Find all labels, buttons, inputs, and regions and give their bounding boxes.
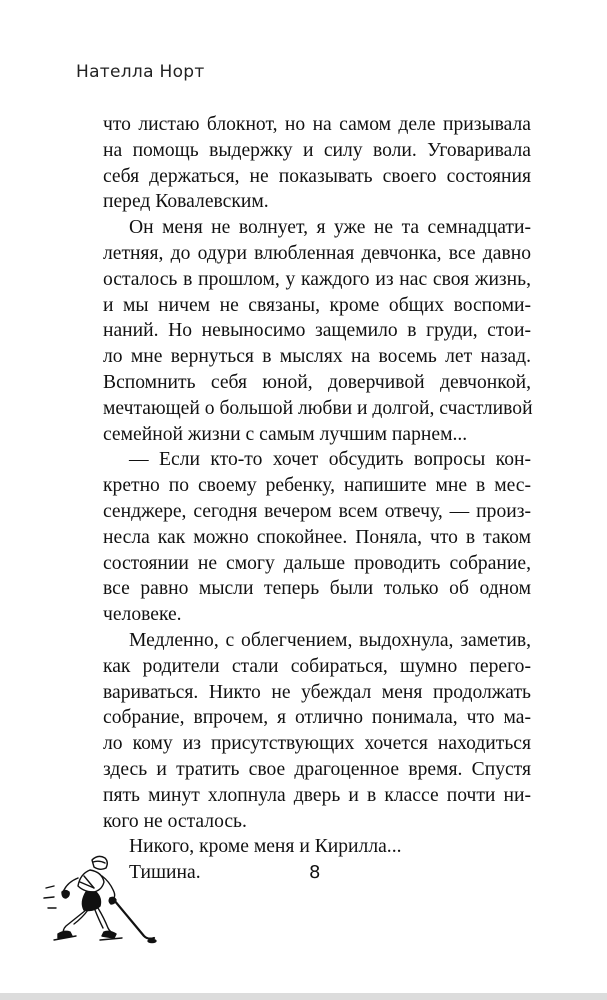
- text-line: летняя, до одури влюбленная девчонка, все давно: [103, 242, 531, 264]
- text-line: кретно по своему ребенку, напишите мне в мес-: [103, 475, 531, 497]
- text-line: как родители стали собираться, шумно перего-: [103, 655, 531, 677]
- text-line: человеке.: [103, 604, 182, 626]
- text-line: мечтающей о большой любви и долгой, счастливой: [103, 397, 533, 419]
- text-line: сенджере, сегодня вечером всем отвечу, — произ-: [103, 500, 531, 522]
- text-line: — Если кто-то хочет обсудить вопросы кон-: [129, 449, 531, 471]
- text-line: несла как можно спокойнее. Поняла, что в таком: [103, 526, 531, 548]
- text-line: Он меня не волнует, я уже не та семнадцати-: [129, 217, 531, 239]
- text-line: семейной жизни с самым лучшим парнем...: [103, 423, 468, 445]
- text-line: кого не осталось.: [103, 810, 247, 832]
- text-line: здесь и тратить свое драгоценное время. Спустя: [103, 758, 531, 780]
- text-line: собрание, впрочем, я отлично понимала, что ма-: [103, 707, 531, 729]
- text-line: перед Ковалевским.: [103, 191, 269, 213]
- scan-bottom-edge: [0, 993, 607, 1000]
- text-line: Никого, кроме меня и Кирилла...: [129, 836, 402, 858]
- text-line: на помощь выдержку и силу воли. Уговаривала: [103, 139, 531, 161]
- text-line: Медленно, с облегчением, выдохнула, заметив,: [129, 629, 531, 651]
- body-text: [103, 112, 531, 886]
- text-line: все равно мысли теперь были только об одном: [103, 578, 531, 600]
- running-head-author: Нателла Норт: [76, 62, 205, 82]
- text-line: и мы ничем не связаны, кроме общих воспоми-: [103, 294, 531, 316]
- text-line: что листаю блокнот, но на самом деле призывала: [103, 114, 531, 135]
- text-line: наний. Но невыносимо защемило в груди, стои-: [103, 320, 531, 342]
- text-line: состоянии не смогу дальше проводить собрание,: [103, 552, 531, 574]
- text-line: ло кому из присутствующих хочется находиться: [103, 733, 531, 755]
- text-line: Вспомнить себя юной, доверчивой девчонкой,: [103, 371, 531, 393]
- text-line: Тишина.: [129, 862, 201, 884]
- text-line: вариваться. Никто не убеждал меня продолжать: [103, 681, 531, 703]
- text-line: пять минут хлопнула дверь и в классе почти ни-: [103, 784, 531, 806]
- text-line: себя держаться, не показывать своего состояния: [103, 165, 531, 187]
- text-line: ло мне вернуться в мыслях на восемь лет назад.: [103, 346, 531, 368]
- hockey-player-illustration: [40, 848, 160, 948]
- text-line: осталось в прошлом, у каждого из нас своя жизнь,: [103, 268, 531, 290]
- page-number: 8: [309, 862, 321, 883]
